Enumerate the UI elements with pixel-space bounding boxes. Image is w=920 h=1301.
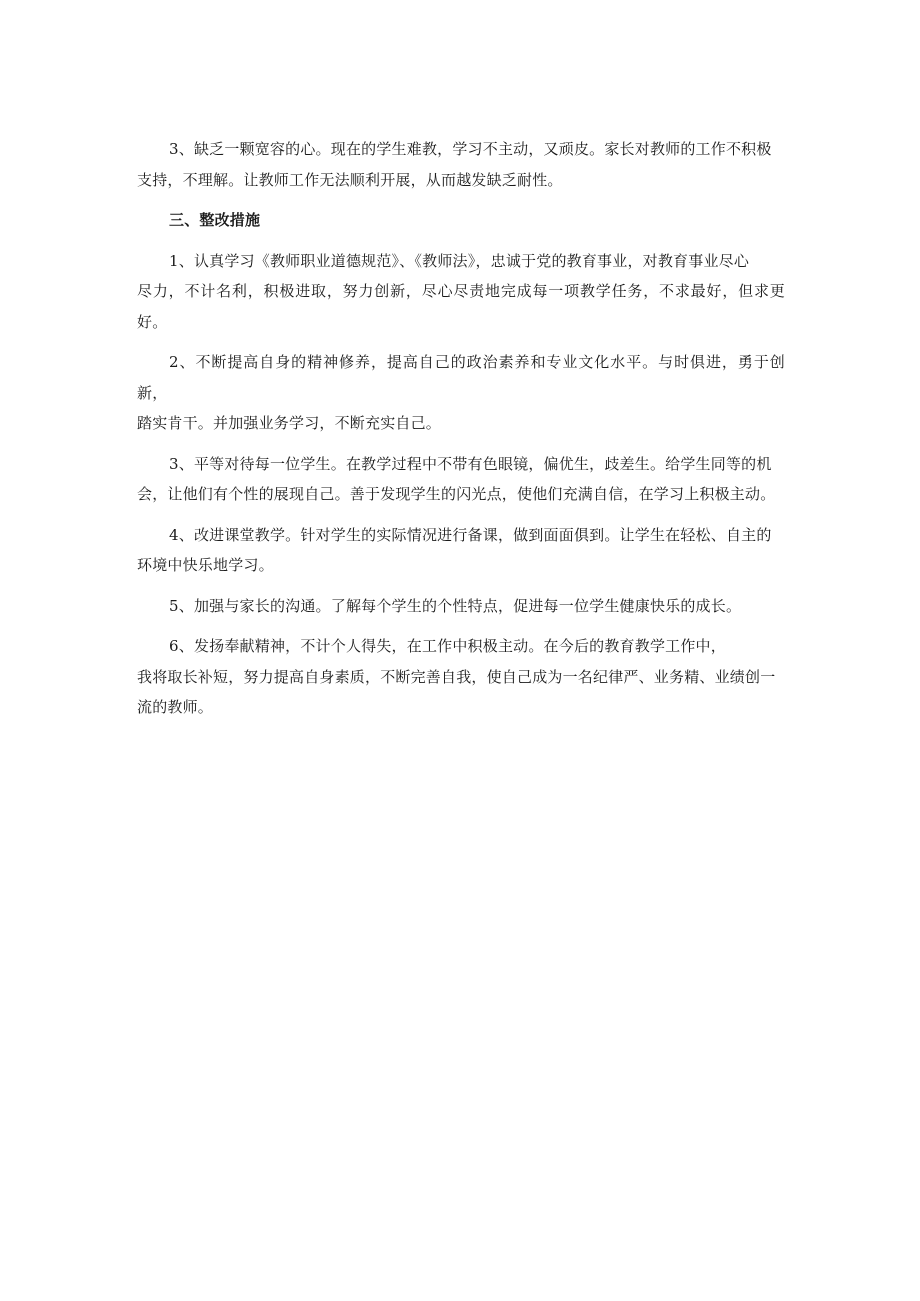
section-heading: 三、整改措施 (169, 211, 261, 229)
document-body (137, 134, 785, 723)
measure-4-line-1: 4、改进课堂教学。针对学生的实际情况进行备课，做到面面俱到。让学生在轻松、自主的 (169, 525, 772, 544)
measure-1-line-2: 尽力，不计名利，积极进取，努力创新，尽心尽责地完成每一项教学任务，不求最好，但求更好。 (137, 282, 785, 331)
measure-6-line-3: 流的教师。 (137, 698, 214, 716)
measure-3-line-2: 会，让他们有个性的展现自己。善于发现学生的闪光点，使他们充满自信，在学习上积极主动。 (137, 485, 776, 503)
paragraph-3-line-2: 支持，不理解。让教师工作无法顺利开展，从而越发缺乏耐性。 (137, 170, 563, 189)
measure-2-line-2: 踏实肯干。并加强业务学习，不断充实自己。 (137, 414, 442, 432)
measure-1-line-1: 1、认真学习《教师职业道德规范》、《教师法》，忠诚于党的教育事业，对教育事业尽心 (169, 251, 750, 270)
measure-3-line-1: 3、平等对待每一位学生。在教学过程中不带有色眼镜，偏优生，歧差生。给学生同等的机 (169, 454, 772, 473)
measure-5 (137, 591, 785, 622)
measure-5-line-1: 5、加强与家长的沟通。了解每个学生的个性特点，促进每一位学生健康快乐的成长。 (169, 596, 742, 615)
paragraph-3 (137, 134, 785, 195)
measure-1 (137, 246, 785, 338)
measure-6 (137, 631, 785, 723)
measure-3 (137, 449, 785, 510)
measure-6-line-2: 我将取长补短，努力提高自身素质，不断完善自我，使自己成为一名纪律严、业务精、业绩创一 (137, 667, 776, 686)
paragraph-3-line-1: 3、缺乏一颗宽容的心。现在的学生难教，学习不主动，又顽皮。家长对教师的工作不积极 (169, 140, 772, 158)
measure-4 (137, 520, 785, 581)
measure-6-line-1: 6、发扬奉献精神，不计个人得失，在工作中积极主动。在今后的教育教学工作中， (169, 637, 726, 655)
measure-2-line-1: 2、不断提高自身的精神修养，提高自己的政治素养和专业文化水平。与时俱进，勇于创新， (137, 353, 785, 402)
measure-4-line-2: 环境中快乐地学习。 (137, 556, 274, 574)
measure-2 (137, 347, 785, 439)
